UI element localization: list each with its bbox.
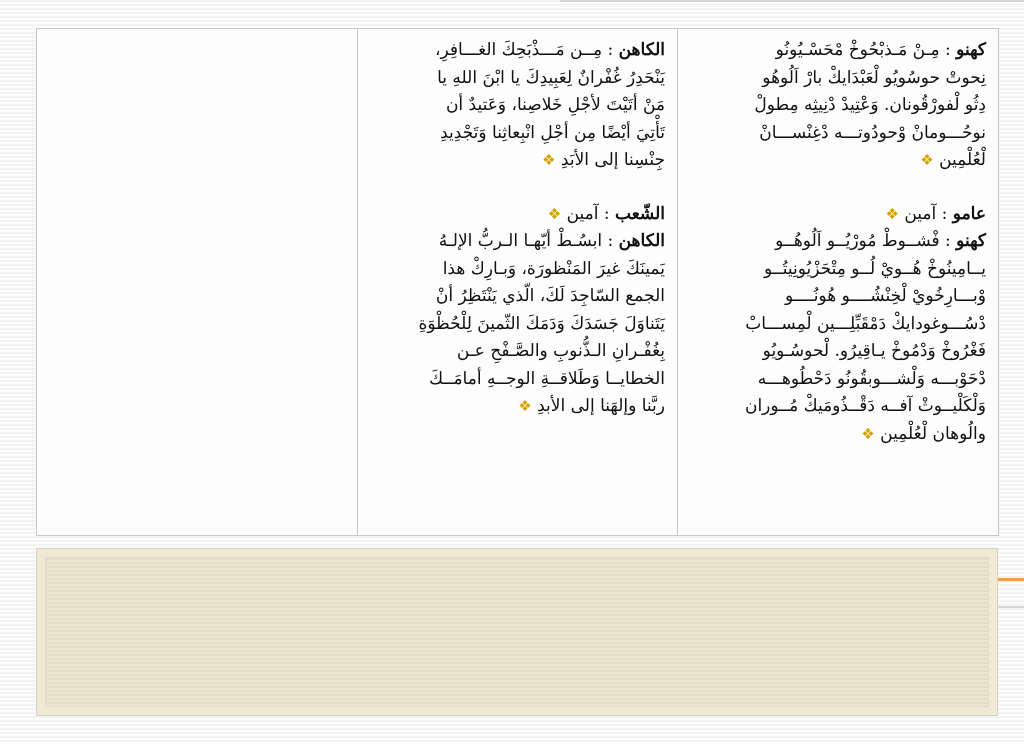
text-line: : مِــن مَـــذْبَحِكَ الغـــافِرِ،: [435, 40, 614, 60]
text-line: يــامِينُوخْ هُــويْ لُــو مِتْحَزْيُونِيتُــو: [764, 258, 986, 279]
diamond-bullet-icon: ❖: [542, 151, 556, 169]
text-line: الخطايــا وَطَلاقــةِ الوجــهِ أمامَــكَ: [429, 368, 665, 389]
footer-texture: [45, 557, 989, 707]
diamond-bullet-icon: ❖: [518, 397, 532, 415]
text-line: يَتَناوَلَ جَسَدَكَ وَدَمَكَ الثّمينَ لِلْحُظْوَةِ: [418, 313, 665, 334]
text-line: وْبـــارِخُويْ لْخِنْشُــــو هُونُــــو: [784, 286, 986, 306]
text-line: : فْشــوطْ مُورْيُــو اَلُوهُــو: [775, 231, 951, 251]
speaker-label: كهنو: [956, 231, 986, 251]
text-line: : مِـنْ مَـذبْحُوخْ مْحَسْـيُونُو: [775, 40, 951, 60]
speaker-label: كهنو: [956, 40, 986, 60]
text-line: بِغُفْـرانِ الـذُّنوبِ والصَّـفْحِ عـن: [456, 341, 665, 361]
text-line: والُوهان لْعُلْمِين: [880, 423, 986, 444]
accent-line-top: [560, 0, 1024, 2]
speaker-label: الكاهن: [618, 231, 665, 251]
footer-panel: [36, 548, 998, 716]
diamond-bullet-icon: ❖: [885, 204, 899, 223]
speaker-label: عامو: [952, 203, 986, 224]
text-line: نِحوتْ حوسُويُو لْعَبْدَايكْ بارْ اَلُوهُو: [762, 67, 986, 88]
coptic-column: [678, 29, 999, 536]
liturgy-table: [36, 28, 999, 536]
arabic-column: [358, 29, 678, 536]
response-text: : آمين: [566, 203, 610, 224]
text-line: دْسُـــوغودايكْ دَمْقَبِّلِـــين لْمِســـابْ: [745, 313, 986, 334]
text-line: جِنْسِنا إلى الأبَدِ: [560, 150, 665, 170]
text-line: لْعُلْمِين: [939, 150, 986, 170]
speaker-label: الشّعب: [615, 203, 665, 224]
text-line: وَلْكَلْيــوثْ آفــه دَقْــذُومَيكْ مُــوران: [744, 396, 986, 416]
text-line: فَغْرُوخْ وَدْمُوخْ يـاقِيرُو. لْحوسُـويُو: [762, 341, 986, 361]
text-line: يَمينَكَ غيرَ المَنْظورَة، وَبـارِكْ هذا: [442, 258, 665, 279]
text-line: دْحَوْبـــه وَلْشـــوبقُونُو دَحْطُوهـــه: [757, 368, 986, 389]
response-text: : آمين: [904, 203, 948, 224]
text-line: يَنْحَدِرُ غُفْرانٌ لِعَبِيدِكَ يا ابْنَ اللهِ يا: [437, 67, 665, 88]
text-line: ربَّنا وإلهَنا إلى الأبدِ: [537, 396, 665, 416]
text-line: الجمع السّاجِدَ لَكَ، الّذي يَنْتَظِرُ أنْ: [435, 286, 665, 306]
empty-column: [37, 29, 358, 536]
speaker-label: الكاهن: [618, 40, 665, 60]
text-line: دِثُو لْفورْقُونان. وَعْتِيدْ دْنِيثِه مِطولْ: [754, 95, 986, 115]
text-line: : ابسُـطْ أيّهـا الـربُّ الإلـهُ: [438, 231, 614, 251]
text-line: نوحُـــومانْ وْحودُوتـــه دْغِنْســـانْ: [759, 122, 986, 143]
diamond-bullet-icon: ❖: [861, 424, 875, 443]
diamond-bullet-icon: ❖: [920, 151, 934, 169]
diamond-bullet-icon: ❖: [547, 204, 562, 223]
text-line: مَنْ أتَيْتَ لأجْلِ خَلاصِنا، وَعَتيدٌ أن: [445, 95, 665, 115]
text-line: تَأْتِيَ أيْضًا مِن أجْلِ انْبِعاثِنا وَتَجْدِيدِ: [440, 122, 665, 143]
